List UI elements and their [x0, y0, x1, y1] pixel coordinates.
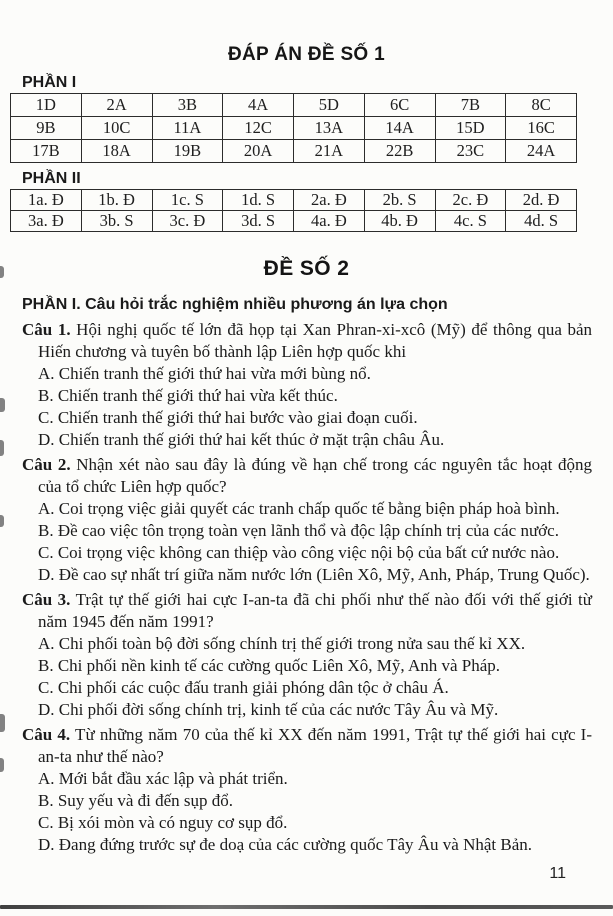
question-number: Câu 3.	[22, 590, 71, 609]
answer-option: A. Chi phối toàn bộ đời sống chính trị thế giới trong nửa sau thế kỉ XX.	[38, 634, 526, 653]
answer-option: A. Mới bắt đầu xác lập và phát triển.	[38, 769, 288, 788]
question-block	[22, 319, 592, 451]
answer-cell: 7B	[435, 94, 506, 117]
question-block	[22, 454, 592, 586]
question-number: Câu 2.	[22, 455, 71, 474]
answer-table-part2	[10, 189, 577, 232]
question-stem: Câu 3. Trật tự thế giới hai cực I-an-ta đã chi phối như thế nào đối với thế giới từ năm 1945 đến năm 1991?	[22, 590, 592, 631]
answer-cell: 14A	[364, 117, 435, 140]
question-block	[22, 724, 592, 856]
answer-cell: 2a. Đ	[294, 190, 365, 211]
answer-option: C. Coi trọng việc không can thiệp vào công việc nội bộ của bất cứ nước nào.	[38, 543, 560, 562]
scan-artifact	[0, 758, 4, 772]
answer-row	[11, 117, 577, 140]
answer-option: B. Chi phối nền kinh tế các cường quốc Liên Xô, Mỹ, Anh và Pháp.	[38, 656, 501, 675]
answer-cell: 20A	[223, 140, 294, 163]
answer-option: B. Chiến tranh thế giới thứ hai vừa kết thúc.	[38, 386, 338, 405]
page-number: 11	[549, 865, 566, 882]
answer-cell: 23C	[435, 140, 506, 163]
answer-option: D. Đề cao sự nhất trí giữa năm nước lớn (Liên Xô, Mỹ, Anh, Pháp, Trung Quốc).	[38, 565, 590, 584]
answer-option: D. Chi phối đời sống chính trị, kinh tế của các nước Tây Âu và Mỹ.	[38, 700, 499, 719]
question-stem: Câu 1. Hội nghị quốc tế lớn đã họp tại Xan Phran-xi-xcô (Mỹ) để thông qua bản Hiến chương và tuyên bố thành lập Liên hợp quốc khi	[22, 320, 592, 361]
answer-cell: 1a. Đ	[11, 190, 82, 211]
answer-option: C. Bị xói mòn và có nguy cơ sụp đổ.	[38, 813, 288, 832]
answer-row	[11, 190, 577, 211]
answer-cell: 1D	[11, 94, 82, 117]
answer-cell: 24A	[506, 140, 577, 163]
answer-cell: 2b. S	[364, 190, 435, 211]
answer-cell: 3a. Đ	[11, 211, 82, 232]
answer-cell: 11A	[152, 117, 223, 140]
answer-cell: 1b. Đ	[81, 190, 152, 211]
section-heading: PHẦN I. Câu hỏi trắc nghiệm nhiều phương án lựa chọn	[22, 296, 448, 313]
answer-cell: 17B	[11, 140, 82, 163]
answer-cell: 2c. Đ	[435, 190, 506, 211]
scan-artifact	[0, 398, 5, 412]
answer-cell: 1d. S	[223, 190, 294, 211]
answer-cell: 13A	[294, 117, 365, 140]
scan-artifact	[0, 714, 5, 732]
scan-artifact	[0, 440, 4, 456]
question-number: Câu 4.	[22, 725, 71, 744]
answer-option: A. Chiến tranh thế giới thứ hai vừa mới bùng nổ.	[38, 364, 371, 383]
answer-option: C. Chi phối các cuộc đấu tranh giải phóng dân tộc ở châu Á.	[38, 678, 449, 697]
question-number: Câu 1.	[22, 320, 71, 339]
question-stem: Câu 4. Từ những năm 70 của thế kỉ XX đến năm 1991, Trật tự thế giới hai cực I-an-ta như thế nào?	[22, 725, 592, 766]
answer-key-title: ĐÁP ÁN ĐỀ SỐ 1	[228, 44, 385, 65]
answer-cell: 4d. S	[506, 211, 577, 232]
answer-row	[11, 211, 577, 232]
answer-cell: 4c. S	[435, 211, 506, 232]
answer-cell: 10C	[81, 117, 152, 140]
answer-cell: 2d. Đ	[506, 190, 577, 211]
answer-option: B. Đề cao việc tôn trọng toàn vẹn lãnh thổ và độc lập chính trị của các nước.	[38, 521, 559, 540]
answer-cell: 18A	[81, 140, 152, 163]
answer-row	[11, 140, 577, 163]
scan-artifact	[0, 266, 4, 278]
answer-cell: 19B	[152, 140, 223, 163]
answer-cell: 4a. Đ	[294, 211, 365, 232]
exam2-title: ĐỀ SỐ 2	[263, 257, 350, 280]
answer-option: B. Suy yếu và đi đến sụp đổ.	[38, 791, 234, 810]
question-stem: Câu 2. Nhận xét nào sau đây là đúng về hạn chế trong các nguyên tắc hoạt động của tổ chức Liên hợp quốc?	[22, 455, 592, 496]
scan-artifact	[0, 515, 4, 527]
answer-cell: 1c. S	[152, 190, 223, 211]
part1-label: PHẦN I	[22, 74, 77, 91]
question-block	[22, 589, 592, 721]
part2-label: PHẦN II	[22, 170, 81, 187]
answer-cell: 8C	[506, 94, 577, 117]
answer-cell: 9B	[11, 117, 82, 140]
answer-table-part1	[10, 93, 577, 163]
answer-option: C. Chiến tranh thế giới thứ hai bước vào giai đoạn cuối.	[38, 408, 418, 427]
answer-cell: 12C	[223, 117, 294, 140]
scan-edge-bar	[0, 905, 613, 909]
answer-cell: 3c. Đ	[152, 211, 223, 232]
answer-option: A. Coi trọng việc giải quyết các tranh chấp quốc tế bằng biện pháp hoà bình.	[38, 499, 560, 518]
answer-row	[11, 94, 577, 117]
answer-cell: 2A	[81, 94, 152, 117]
answer-cell: 3b. S	[81, 211, 152, 232]
question-list	[22, 319, 592, 856]
answer-cell: 5D	[294, 94, 365, 117]
answer-cell: 15D	[435, 117, 506, 140]
answer-cell: 3d. S	[223, 211, 294, 232]
answer-cell: 4b. Đ	[364, 211, 435, 232]
answer-cell: 22B	[364, 140, 435, 163]
answer-cell: 6C	[364, 94, 435, 117]
answer-cell: 21A	[294, 140, 365, 163]
answer-option: D. Chiến tranh thế giới thứ hai kết thúc ở mặt trận châu Âu.	[38, 430, 445, 449]
answer-cell: 4A	[223, 94, 294, 117]
answer-option: D. Đang đứng trước sự đe doạ của các cường quốc Tây Âu và Nhật Bản.	[38, 835, 533, 854]
answer-cell: 3B	[152, 94, 223, 117]
answer-cell: 16C	[506, 117, 577, 140]
